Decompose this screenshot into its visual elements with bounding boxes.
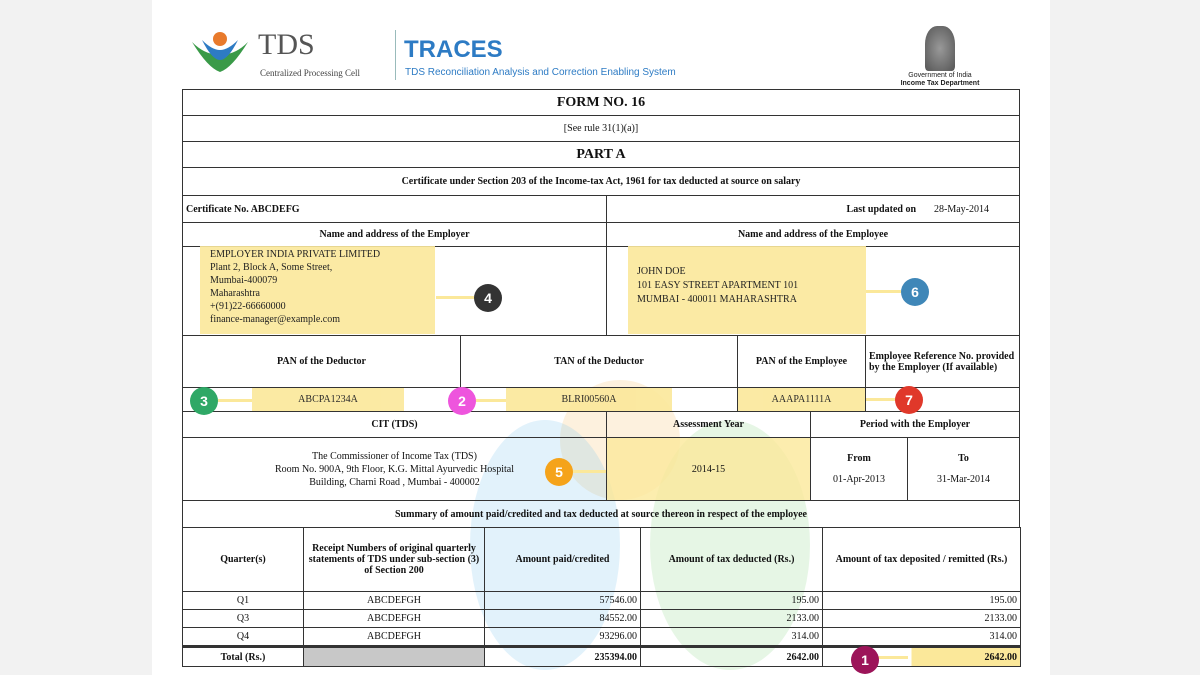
employee-line: JOHN DOE xyxy=(637,266,686,277)
cit-line: The Commissioner of Income Tax (TDS) xyxy=(312,450,477,462)
table-cell: 93296.00 xyxy=(484,627,641,646)
period-label: Period with the Employer xyxy=(810,411,1020,438)
tds-subtitle: Centralized Processing Cell xyxy=(260,68,360,78)
callout-badge-3: 3 xyxy=(190,387,218,415)
table-cell: 314.00 xyxy=(822,627,1021,646)
employer-head: Name and address of the Employer xyxy=(182,222,607,247)
tan-value: BLRI00560A xyxy=(506,388,672,411)
column-header: Amount paid/credited xyxy=(484,527,641,592)
ay-value: 2014-15 xyxy=(606,437,811,501)
total-cell: 2642.00 xyxy=(822,646,1021,667)
column-header: Quarter(s) xyxy=(182,527,304,592)
gov-line1: Government of India xyxy=(908,72,972,79)
gov-line2: Income Tax Department xyxy=(900,80,980,87)
table-cell: ABCDEFGH xyxy=(303,591,485,610)
to-label: To xyxy=(958,453,969,464)
employer-line: Maharashtra xyxy=(210,288,260,299)
traces-subtitle: TDS Reconciliation Analysis and Correction Enabling System xyxy=(405,67,676,78)
gov-label xyxy=(880,72,1000,88)
callout-line xyxy=(878,656,908,659)
callout-badge-6: 6 xyxy=(901,278,929,306)
callout-line xyxy=(436,296,474,299)
from-label: From xyxy=(847,453,871,464)
callout-badge-2: 2 xyxy=(448,387,476,415)
divider xyxy=(395,30,396,80)
total-cell xyxy=(303,646,485,667)
total-cell: 2642.00 xyxy=(640,646,823,667)
table-cell: 195.00 xyxy=(640,591,823,610)
table-cell: 314.00 xyxy=(640,627,823,646)
employer-line: +(91)22-66660000 xyxy=(210,301,286,312)
employer-address xyxy=(210,248,380,326)
employer-line: finance-manager@example.com xyxy=(210,314,340,325)
pan-employee-value: AAAPA1111A xyxy=(738,388,865,411)
last-updated xyxy=(606,195,1020,223)
employer-line: Plant 2, Block A, Some Street, xyxy=(210,262,333,273)
period-to xyxy=(907,437,1020,501)
employee-line: 101 EASY STREET APARTMENT 101 xyxy=(637,280,799,291)
form-rule: [See rule 31(1)(a)] xyxy=(182,115,1020,142)
emblem-icon xyxy=(925,26,955,71)
cit-line: Building, Charni Road , Mumbai - 400002 xyxy=(309,476,480,488)
to-value: 31-Mar-2014 xyxy=(936,474,991,485)
table-cell: Q1 xyxy=(182,591,304,610)
cert-no: Certificate No. ABCDEFG xyxy=(182,195,607,223)
callout-line xyxy=(573,470,606,473)
callout-line xyxy=(476,399,506,402)
employer-line: EMPLOYER INDIA PRIVATE LIMITED xyxy=(210,249,381,260)
employee-head: Name and address of the Employee xyxy=(606,222,1020,247)
pan-deductor-value: ABCPA1234A xyxy=(252,388,404,411)
column-header: Receipt Numbers of original quarterly statements of TDS under sub-section (3) of Section 200 xyxy=(303,527,485,592)
total-cell: Total (Rs.) xyxy=(182,646,304,667)
employer-line: Mumbai-400079 xyxy=(210,275,278,286)
cit-address xyxy=(182,437,607,501)
table-cell: 195.00 xyxy=(822,591,1021,610)
total-cell: 235394.00 xyxy=(484,646,641,667)
employee-line: MUMBAI - 400011 MAHARASHTRA xyxy=(637,294,797,305)
last-updated-value: 28-May-2014 xyxy=(934,203,989,215)
tds-logo-icon xyxy=(188,30,252,74)
last-updated-label: Last updated on xyxy=(846,203,916,215)
callout-line xyxy=(218,399,252,402)
table-cell: 84552.00 xyxy=(484,609,641,628)
ay-label: Assessment Year xyxy=(606,411,811,438)
column-header: Amount of tax deducted (Rs.) xyxy=(640,527,823,592)
callout-badge-7: 7 xyxy=(895,386,923,414)
summary-title: Summary of amount paid/credited and tax deducted at source thereon in respect of the employee xyxy=(182,500,1020,528)
cert-title: Certificate under Section 203 of the Income-tax Act, 1961 for tax deducted at source on salary xyxy=(182,167,1020,196)
table-cell: Q3 xyxy=(182,609,304,628)
traces-title: TRACES xyxy=(404,36,503,63)
cit-line: Room No. 900A, 9th Floor, K.G. Mittal Ayurvedic Hospital xyxy=(275,463,514,475)
table-cell: 2133.00 xyxy=(640,609,823,628)
employee-address xyxy=(637,265,798,307)
table-cell: Q4 xyxy=(182,627,304,646)
tds-title: TDS xyxy=(258,28,315,61)
emp-ref-label: Employee Reference No. provided by the Employer (If available) xyxy=(865,335,1020,388)
callout-line xyxy=(866,398,896,401)
cit-label: CIT (TDS) xyxy=(182,411,607,438)
tan-label: TAN of the Deductor xyxy=(460,335,738,388)
pan-employee-label: PAN of the Employee xyxy=(737,335,866,388)
period-from xyxy=(810,437,908,501)
callout-badge-4: 4 xyxy=(474,284,502,312)
part-a: PART A xyxy=(182,141,1020,168)
table-cell: 57546.00 xyxy=(484,591,641,610)
callout-badge-1: 1 xyxy=(851,646,879,674)
pan-deductor-label: PAN of the Deductor xyxy=(182,335,461,388)
from-value: 01-Apr-2013 xyxy=(832,474,885,485)
table-cell: ABCDEFGH xyxy=(303,627,485,646)
column-header: Amount of tax deposited / remitted (Rs.) xyxy=(822,527,1021,592)
callout-line xyxy=(866,290,901,293)
callout-badge-5: 5 xyxy=(545,458,573,486)
table-cell: 2133.00 xyxy=(822,609,1021,628)
form-title: FORM NO. 16 xyxy=(182,89,1020,116)
table-cell: ABCDEFGH xyxy=(303,609,485,628)
